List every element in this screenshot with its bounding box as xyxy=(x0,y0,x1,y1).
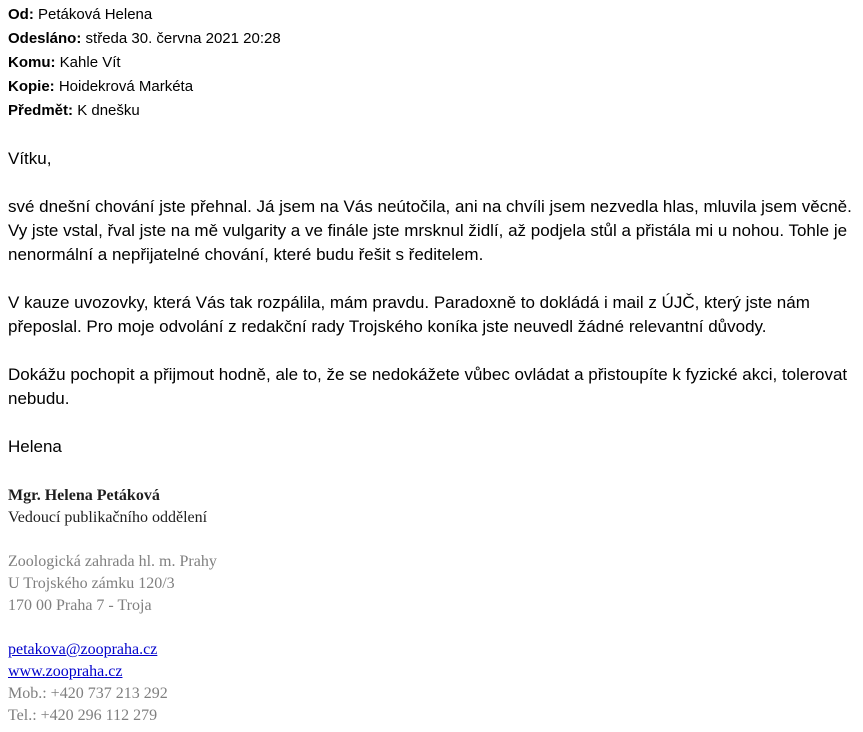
website-link[interactable]: www.zoopraha.cz xyxy=(8,663,123,680)
subject-label: Předmět: xyxy=(8,102,74,119)
signature-org: Zoologická zahrada hl. m. Prahy xyxy=(8,553,217,570)
body-paragraph: Dokážu pochopit a přijmout hodně, ale to, že se nedokážete vůbec ovládat a přistoupíte k fyzické akci, tolerovat nebudu. xyxy=(8,365,848,408)
cc-value: Hoidekrová Markéta xyxy=(58,78,194,95)
subject-value: K dnešku xyxy=(77,102,140,119)
signature-spacer xyxy=(8,529,858,551)
cc-row xyxy=(8,75,858,99)
body-paragraph: své dnešní chování jste přehnal. Já jsem na Vás neútočila, ani na chvíli jsem nezvedla hlas, mluvila jsem věcně. Vy jste vstal, řval jste na mě vulgarity a ve finále jste mrsknul židlí, až podjela stůl a přistála mi u nohou. Tohle je nenormální a nepřijatelné chování, které budu řešit s ředitelem. xyxy=(8,197,852,264)
signature-street: U Trojského zámku 120/3 xyxy=(8,575,175,592)
email-link[interactable]: petakova@zoopraha.cz xyxy=(8,641,158,658)
from-label: Od: xyxy=(8,6,34,23)
email-signature xyxy=(8,485,858,727)
from-value: Petáková Helena xyxy=(38,6,153,23)
sign-off: Helena xyxy=(8,437,62,456)
cc-label: Kopie: xyxy=(8,78,55,95)
email-header xyxy=(8,3,858,123)
sent-value: středa 30. června 2021 20:28 xyxy=(85,30,281,47)
sent-row xyxy=(8,27,858,51)
signature-name: Mgr. Helena Petáková xyxy=(8,487,160,504)
subject-row xyxy=(8,99,858,123)
to-label: Komu: xyxy=(8,54,56,71)
phone-number: Tel.: +420 296 112 279 xyxy=(8,707,158,724)
signature-spacer xyxy=(8,617,858,639)
from-row xyxy=(8,3,858,27)
signature-city: 170 00 Praha 7 - Troja xyxy=(8,597,152,614)
email-message xyxy=(8,0,858,727)
to-value: Kahle Vít xyxy=(59,54,121,71)
sent-label: Odesláno: xyxy=(8,30,82,47)
body-paragraph: V kauze uvozovky, která Vás tak rozpálila, mám pravdu. Paradoxně to dokládá i mail z ÚJČ, který jste nám přeposlal. Pro moje odvolání z redakční rady Trojského koníka jste neuvedl žádné relevantní důvody. xyxy=(8,293,810,336)
signature-role: Vedoucí publikačního oddělení xyxy=(8,509,208,526)
mobile-number: Mob.: +420 737 213 292 xyxy=(8,685,168,702)
greeting: Vítku, xyxy=(8,149,52,168)
email-body xyxy=(8,147,858,459)
to-row xyxy=(8,51,858,75)
